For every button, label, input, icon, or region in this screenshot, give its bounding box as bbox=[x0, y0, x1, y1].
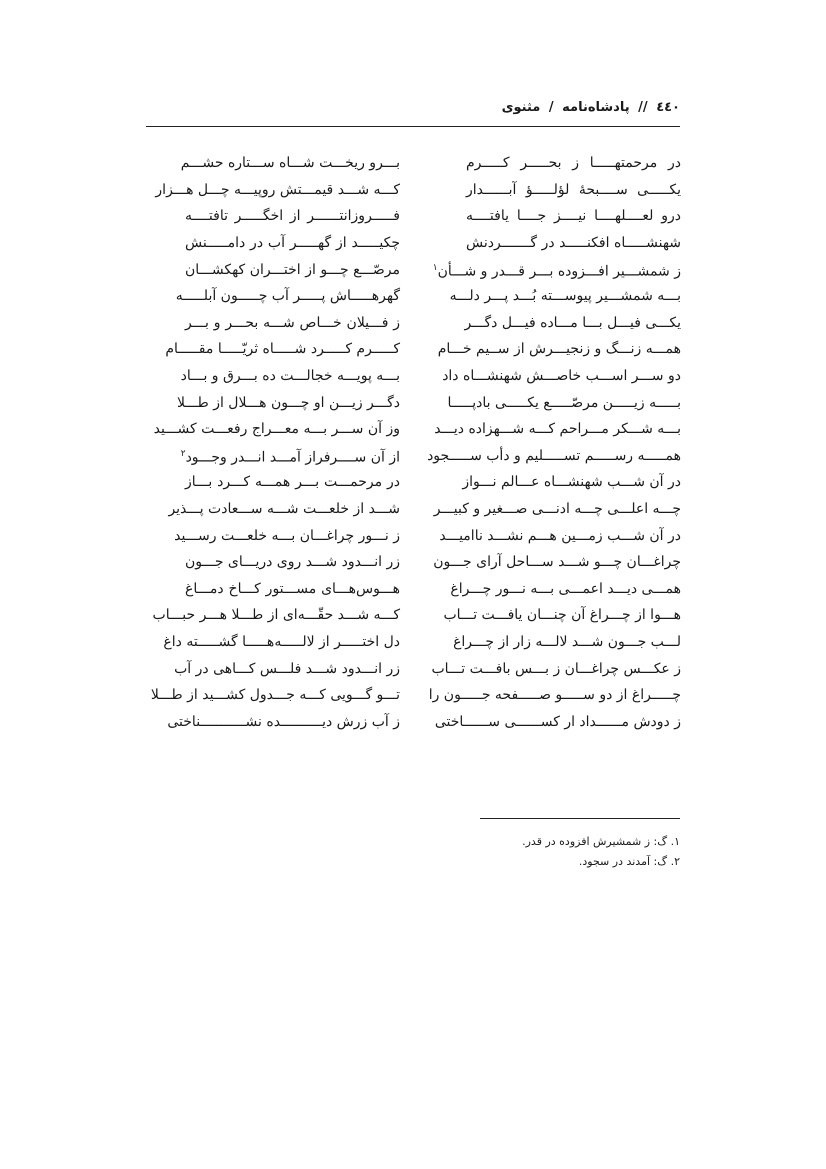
hemistich-left: کـــــرم کـــــرد شـــــاه ثریّـــــا مقـــــام bbox=[165, 341, 400, 358]
hemistich-left: فـــــروزانتــــــر از اخگـــــر تافتــــه bbox=[185, 208, 400, 225]
footnote: ١. گ: ز شمشیرش افزوده در قدر. bbox=[522, 835, 680, 848]
couplet bbox=[174, 522, 681, 549]
couplet bbox=[168, 496, 681, 523]
hemistich-left: شـــد از خلعـــت شـــه ســـعادت پـــذیر bbox=[168, 501, 400, 518]
couplet bbox=[185, 469, 681, 496]
section-title: مثنوی bbox=[501, 100, 541, 115]
hemistich-right: در آن شـــب زمـــین هـــم نشـــد ناامیـــد bbox=[439, 527, 681, 544]
couplet bbox=[167, 708, 681, 735]
hemistich-right: شهنشـــــاه افکنـــــد در گـــــــردنش bbox=[466, 235, 681, 252]
couplet bbox=[163, 629, 681, 656]
hemistich-right: بـــه شـــکر مـــراحم کـــه شـــهزاده دیـــد bbox=[434, 421, 681, 438]
hemistich-left: مرصّـــع چـــو از اختـــران کهکشـــان bbox=[185, 261, 400, 278]
hemistich-right: چـــــراغ از دو ســـــو صـــــفحه جـــــون را bbox=[428, 687, 681, 704]
hemistich-right: در آن شـــب شهنشـــاه عـــالم نـــواز bbox=[462, 474, 681, 491]
couplet bbox=[185, 549, 681, 576]
hemistich-left: بـــه پویـــه خجالـــت ده بـــرق و بـــاد bbox=[180, 368, 400, 385]
hemistich-left: در مرحمـــت بـــر همـــه کـــرد بـــاز bbox=[185, 474, 400, 491]
hemistich-left: ز فـــیلان خـــاص شـــه بحـــر و بـــر bbox=[185, 314, 400, 331]
hemistich-left: بـــرو ریخـــت شـــاه ســـتاره حشـــم bbox=[180, 155, 400, 172]
hemistich-left: گهرهـــــاش پـــــر آب چـــــون آبلـــــه bbox=[175, 288, 400, 305]
hemistich-left: دگـــر زیـــن او چـــون هـــلال از طـــلا bbox=[176, 394, 400, 411]
couplet bbox=[185, 203, 681, 230]
couplet bbox=[185, 256, 681, 283]
couplet bbox=[180, 150, 681, 177]
running-header bbox=[146, 100, 680, 122]
hemistich-left: تـــو گـــویی کـــه جـــدول کشـــید از طـــلا bbox=[150, 687, 400, 704]
hemistich-left: کـــه شـــد حقّـــه‌ای از طـــلا هـــر حبـــاب bbox=[152, 607, 400, 624]
hemistich-right: ز دودش مــــــداد ار کســــــی ســــــاختی bbox=[434, 713, 681, 730]
couplet bbox=[155, 177, 681, 204]
header-rule bbox=[146, 126, 680, 127]
hemistich-right: بـــــه زیـــــن مرصّـــــع یکـــــی بادپـــــا bbox=[447, 394, 681, 411]
hemistich-right: ز عکـــس چراغـــان ز بـــس بافـــت تـــاب bbox=[431, 660, 681, 677]
footnotes bbox=[280, 832, 680, 872]
footnote-rule bbox=[480, 818, 680, 819]
couplet bbox=[165, 336, 681, 363]
hemistich-right: همـــه زنـــگ و زنجیـــرش از ســیم خـــام bbox=[437, 341, 681, 358]
couplet bbox=[185, 310, 681, 337]
hemistich-right: در مرحمتهـــــا ز بحـــــر کـــــرم bbox=[466, 155, 681, 172]
book-title: پادشاه‌نامه bbox=[562, 100, 630, 115]
couplet bbox=[152, 602, 681, 629]
couplet bbox=[150, 682, 681, 709]
header-separator: / bbox=[548, 100, 554, 115]
hemistich-left: وز آن ســـر بـــه معـــراج رفعـــت کشـــید bbox=[153, 421, 400, 438]
couplet bbox=[180, 363, 681, 390]
footnote: ٢. گ: آمدند در سجود. bbox=[578, 855, 680, 868]
footnote-marker: ١ bbox=[432, 262, 438, 273]
couplet bbox=[180, 443, 681, 470]
hemistich-right: چـــه اعلـــی چـــه ادنـــی صـــغیر و کبیـــر bbox=[433, 501, 681, 518]
footnote-marker: ٢ bbox=[180, 449, 186, 459]
hemistich-left: هـــوس‌هـــای مســـتور کـــاخ دمـــاغ bbox=[185, 580, 400, 597]
page-number: ٤٤٠ bbox=[656, 100, 680, 115]
hemistich-right: درو لعــــلهــــا نیــــز جــــا یافتــــه bbox=[466, 208, 681, 225]
hemistich-right: همـــی دیـــد اعمـــی بـــه نـــور چـــراغ bbox=[450, 580, 681, 597]
couplet bbox=[185, 576, 681, 603]
hemistich-right: بـــه شمشـــیر پیوســـته بُـــد پـــر دلـــه bbox=[449, 288, 681, 305]
hemistich-left: زر انـــدود شـــد فلـــس کـــاهی در آب bbox=[174, 660, 400, 677]
header-separator: // bbox=[638, 100, 648, 115]
hemistich-left: کـــه شـــد قیمـــتش روپیـــه چـــل هـــزار bbox=[155, 181, 400, 198]
hemistich-left: دل اختـــــر از لالـــــه‌هـــــا گشـــــته داغ bbox=[163, 633, 400, 650]
hemistich-right: یکـــی فیـــل بـــا مـــاده فیـــل دگـــر bbox=[464, 314, 681, 331]
hemistich-right: یکـــــی ســــبحهٔ لؤلـــــؤ آبــــــدار bbox=[466, 181, 681, 198]
couplet bbox=[185, 230, 681, 257]
couplet bbox=[175, 283, 681, 310]
hemistich-right: چراغـــان چـــو شـــد ســـاحل آرای جـــون bbox=[433, 554, 681, 571]
couplet bbox=[153, 416, 681, 443]
hemistich-right: دو ســـر اســـب خاصـــش شهنشـــاه داد bbox=[442, 368, 681, 385]
hemistich-left: چکیـــــد از گهـــــر آب در دامـــــنش bbox=[185, 235, 400, 252]
poem-body bbox=[150, 150, 681, 735]
hemistich-right: ز شمشـــیر افـــزوده بـــر قـــدر و شـــأن$^١$ bbox=[432, 262, 681, 280]
hemistich-left: زر انـــدود شـــد روی دریـــای جـــون bbox=[185, 554, 400, 571]
hemistich-left: از آن ســــرفراز آمـــد انـــدر وجـــود$^٢$ bbox=[180, 449, 400, 466]
hemistich-right: لـــب جـــون شـــد لالـــه زار از چـــراغ bbox=[453, 633, 681, 650]
couplet bbox=[174, 655, 681, 682]
hemistich-right: هـــوا از چـــراغ آن چنـــان یافـــت تـــاب bbox=[443, 607, 681, 624]
hemistich-right: همـــــه رســـــم تســـــلیم و دأب ســـــجود bbox=[427, 447, 681, 464]
hemistich-left: ز نـــور چراغـــان بـــه خلعـــت رســـید bbox=[174, 527, 400, 544]
couplet bbox=[176, 389, 681, 416]
hemistich-left: ز آب زرش دیــــــــــده نشـــــــــــناختی bbox=[167, 713, 400, 730]
